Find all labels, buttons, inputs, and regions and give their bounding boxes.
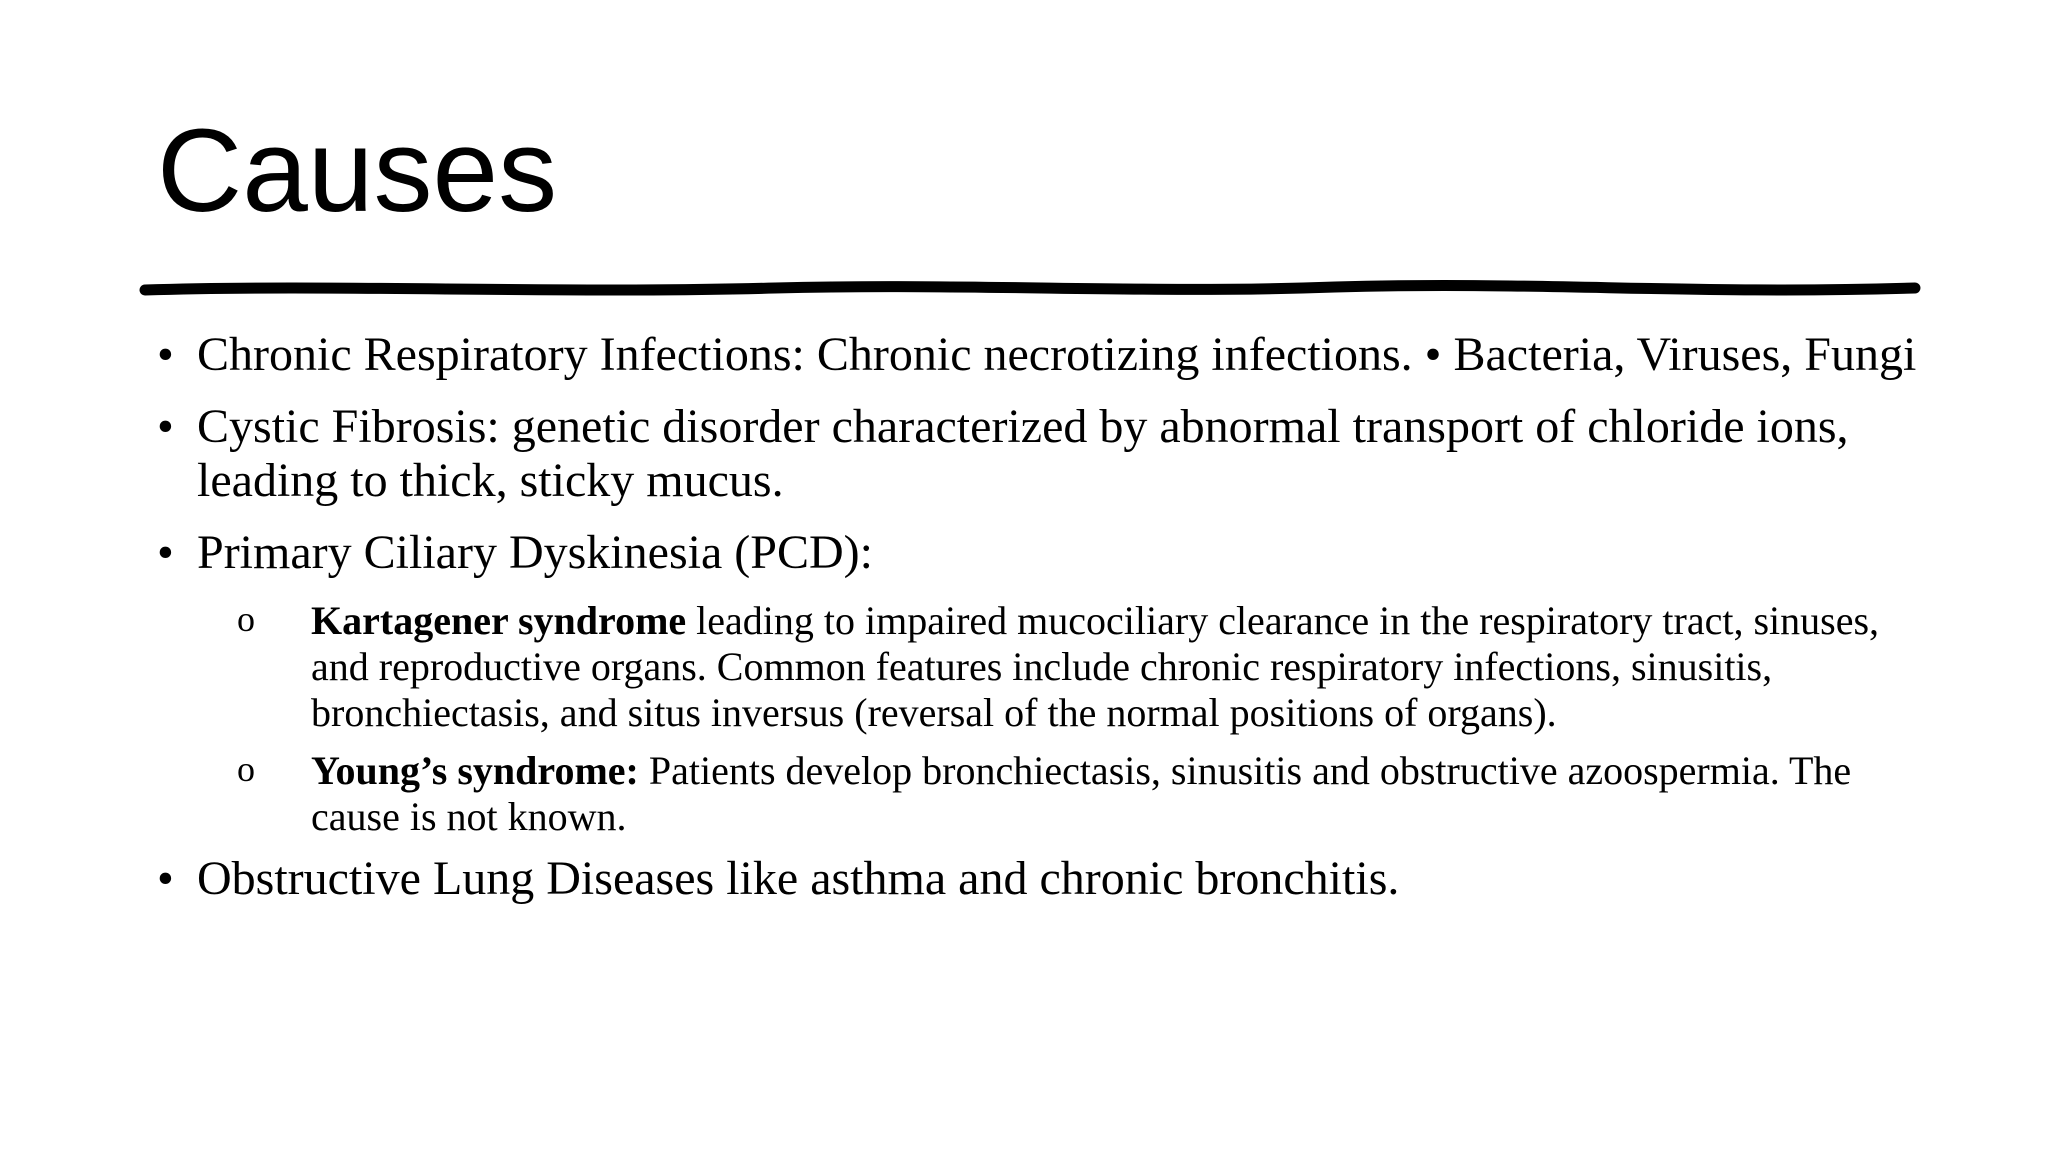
bullet-text: Primary Ciliary Dyskinesia (PCD):: [197, 526, 873, 579]
bullet-marker: •: [157, 526, 174, 579]
bullet-marker: •: [157, 328, 174, 381]
sub-bullet-text: leading to impaired mucociliary clearance in the respiratory tract, sinuses, and reproductive organs. Common features include chronic respiratory infections, sinusitis, bronchiectasis, and situs inversus (reversal of the normal positions of organs).: [311, 598, 1880, 735]
bullet-item: [157, 328, 1917, 382]
sub-bullet-marker: o: [237, 749, 255, 789]
sub-bullet-item: [237, 748, 1911, 840]
bullet-item: [157, 852, 1917, 906]
sub-bullet-list: [157, 598, 1917, 840]
sub-bullet-text: Patients develop bronchiectasis, sinusitis and obstructive azoospermia. The cause is not known.: [311, 748, 1852, 839]
bullet-item: [157, 526, 1917, 580]
sub-bullet-item: [237, 598, 1911, 736]
bullet-marker: •: [157, 400, 174, 453]
bullet-text: Cystic Fibrosis: genetic disorder characterized by abnormal transport of chloride ions, leading to thick, sticky mucus.: [197, 400, 1849, 507]
sub-bullet-marker: o: [237, 599, 255, 639]
bullet-list: [157, 328, 1917, 924]
bullet-text: Obstructive Lung Diseases like asthma and chronic bronchitis.: [197, 852, 1400, 905]
bullet-item: [157, 400, 1917, 508]
bullet-text: Chronic Respiratory Infections: Chronic necrotizing infections. • Bacteria, Viruses, Fungi: [197, 328, 1917, 381]
slide-title: Causes: [157, 105, 558, 237]
sub-bullet-term: Young’s syndrome:: [311, 748, 639, 793]
sub-bullet-term: Kartagener syndrome: [311, 598, 687, 643]
bullet-marker: •: [157, 852, 174, 905]
title-divider-line: [135, 270, 1925, 310]
